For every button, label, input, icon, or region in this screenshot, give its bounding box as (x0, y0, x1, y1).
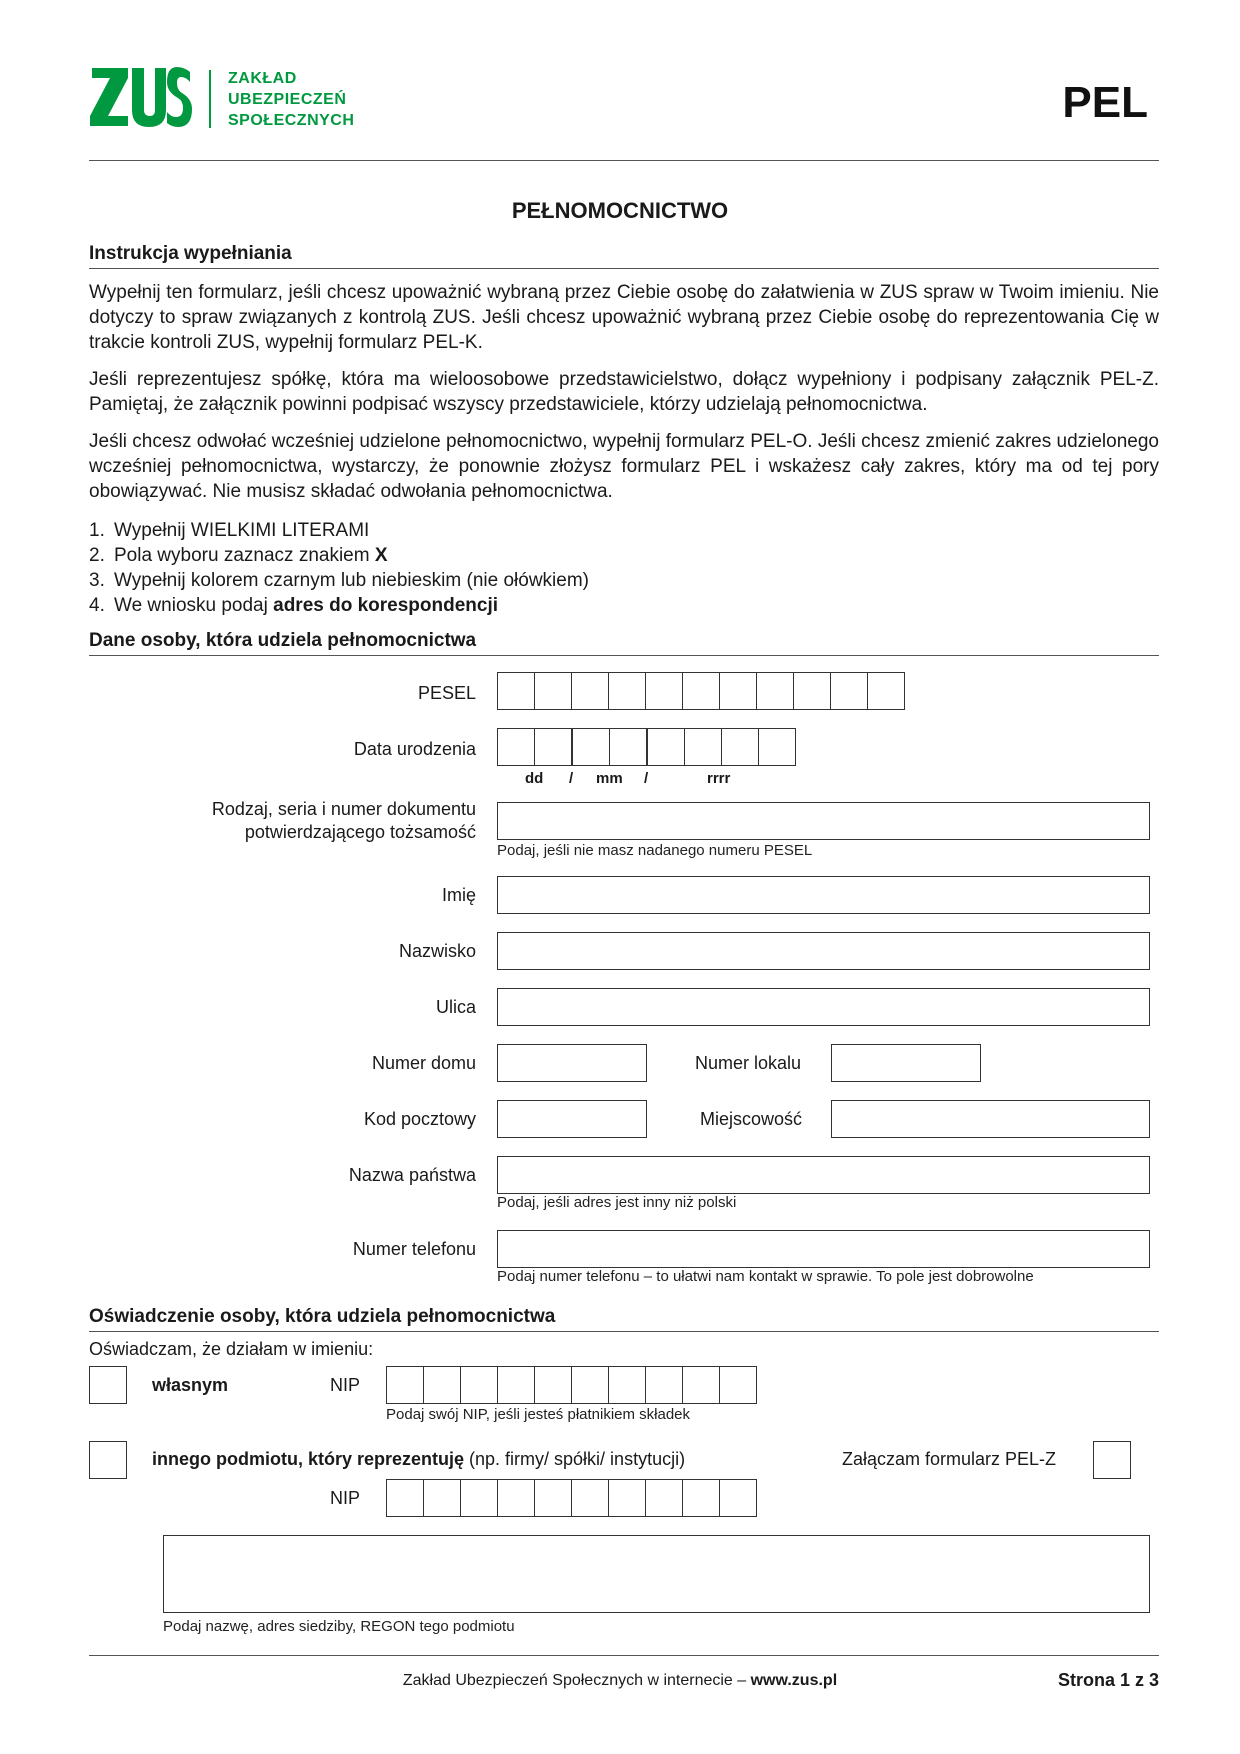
attach-pel-z-label: Załączam formularz PEL-Z (842, 1449, 1057, 1469)
digit-cell[interactable] (461, 1367, 498, 1403)
instructions-text (89, 280, 1159, 516)
house-number-input[interactable] (497, 1044, 647, 1082)
id-document-hint: Podaj, jeśli nie masz nadanego numeru PESEL (497, 842, 813, 859)
list-item: 3. Wypełnij kolorem czarnym lub niebieskim (nie ołówkiem) (89, 570, 589, 591)
entity-details-input[interactable] (163, 1535, 1150, 1613)
digit-cell[interactable] (794, 673, 831, 709)
footer-text: Zakład Ubezpieczeń Społecznych w internecie – www.zus.pl (402, 1672, 838, 1689)
flat-number-input[interactable] (831, 1044, 981, 1082)
digit-cell[interactable] (609, 673, 646, 709)
digit-cell[interactable] (757, 673, 794, 709)
last-name-input[interactable] (497, 932, 1150, 970)
country-hint: Podaj, jeśli adres jest inny niż polski (497, 1194, 737, 1211)
phone-input[interactable] (497, 1230, 1150, 1268)
other-entity-checkbox[interactable] (89, 1441, 127, 1479)
pesel-label: PESEL (417, 683, 476, 703)
digit-cell[interactable] (720, 1480, 756, 1516)
digit-cell[interactable] (535, 1367, 572, 1403)
digit-cell[interactable] (387, 1480, 424, 1516)
digit-cell[interactable] (722, 729, 759, 765)
digit-cell[interactable] (535, 673, 572, 709)
digit-cell[interactable] (572, 1480, 609, 1516)
nip-label: NIP (330, 1375, 361, 1395)
date-format-mm: mm (596, 770, 623, 787)
digit-cell[interactable] (759, 729, 795, 765)
digit-cell[interactable] (831, 673, 868, 709)
list-item: 1. Wypełnij WIELKIMI LITERAMI (89, 520, 370, 541)
form-code: PEL (1062, 78, 1148, 127)
instructions-paragraph: Jeśli reprezentujesz spółkę, która ma wieloosobowe przedstawicielstwo, dołącz wypełniony i podpisany załącznik PEL-Z. Pamiętaj, że załącznik powinni podpisać wszyscy przedstawiciele, którzy udzielają pełnomocnictwa. (89, 369, 1159, 415)
digit-cell[interactable] (648, 729, 685, 765)
birth-date-input[interactable] (497, 728, 796, 766)
attach-pel-z-checkbox[interactable] (1093, 1441, 1131, 1479)
footer-divider (89, 1655, 1159, 1656)
instructions-paragraph: Jeśli chcesz odwołać wcześniej udzielone pełnomocnictwo, wypełnij formularz PEL-O. Jeśli chcesz zmienić zakres udzielonego wcześniej pełnomocnictwa, wystarczy, że ponownie złożysz formularz PEL i wskażesz cały zakres, który ma od tej pory obowiązywać. Nie musisz składać odwołania pełnomocnictwa. (89, 431, 1159, 502)
last-name-label: Nazwisko (398, 941, 476, 961)
instructions-heading: Instrukcja wypełniania (89, 243, 1159, 269)
other-entity-label: innego podmiotu, który reprezentuję (np. firmy/ spółki/ instytucji) (152, 1449, 686, 1469)
street-input[interactable] (497, 988, 1150, 1026)
first-name-label: Imię (441, 885, 476, 905)
own-behalf-label: własnym (152, 1375, 229, 1395)
digit-cell[interactable] (535, 729, 573, 765)
own-nip-input[interactable] (386, 1366, 757, 1404)
person-section-heading: Dane osoby, która udziela pełnomocnictwa (89, 630, 1159, 656)
digit-cell[interactable] (461, 1480, 498, 1516)
country-label: Nazwa państwa (348, 1165, 476, 1185)
digit-cell[interactable] (498, 729, 535, 765)
digit-cell[interactable] (720, 1367, 756, 1403)
digit-cell[interactable] (683, 1480, 720, 1516)
own-nip-hint: Podaj swój NIP, jeśli jesteś płatnikiem składek (386, 1406, 691, 1423)
nip-label: NIP (330, 1488, 361, 1508)
page-title: PEŁNOMOCNICTWO (511, 198, 729, 223)
list-item: 2. Pola wyboru zaznacz znakiem X (89, 545, 388, 566)
digit-cell[interactable] (685, 729, 722, 765)
digit-cell[interactable] (535, 1480, 572, 1516)
date-format-separator: / (569, 770, 574, 787)
date-format-dd: dd (525, 770, 544, 787)
digit-cell[interactable] (610, 729, 648, 765)
logo-divider (209, 70, 211, 128)
digit-cell[interactable] (720, 673, 757, 709)
id-document-label: Rodzaj, seria i numer dokumentu potwierdzającego tożsamość (211, 799, 476, 842)
statement-section-heading: Oświadczenie osoby, która udziela pełnomocnictwa (89, 1306, 1159, 1332)
header-divider (89, 160, 1159, 161)
date-format-yyyy: rrrr (707, 770, 731, 787)
entity-details-hint: Podaj nazwę, adres siedziby, REGON tego podmiotu (163, 1618, 515, 1635)
statement-intro: Oświadczam, że działam w imieniu: (89, 1339, 374, 1359)
logo-wordmark: ZAKŁAD UBEZPIECZEŃ SPOŁECZNYCH (228, 70, 355, 129)
street-label: Ulica (435, 997, 476, 1017)
digit-cell[interactable] (646, 673, 683, 709)
digit-cell[interactable] (424, 1480, 461, 1516)
page-number: Strona 1 z 3 (1057, 1670, 1159, 1690)
digit-cell[interactable] (572, 673, 609, 709)
digit-cell[interactable] (646, 1480, 683, 1516)
list-item: 4. We wniosku podaj adres do korespondencji (89, 595, 499, 616)
city-label: Miejscowość (700, 1109, 803, 1129)
digit-cell[interactable] (387, 1367, 424, 1403)
footer-link[interactable]: www.zus.pl (750, 1672, 838, 1689)
digit-cell[interactable] (498, 1367, 535, 1403)
instructions-steps (89, 518, 1159, 618)
digit-cell[interactable] (572, 1367, 609, 1403)
house-number-label: Numer domu (371, 1053, 476, 1073)
entity-nip-input[interactable] (386, 1479, 757, 1517)
digit-cell[interactable] (609, 1367, 646, 1403)
own-behalf-checkbox[interactable] (89, 1366, 127, 1404)
zus-logo-icon (88, 64, 192, 130)
pesel-input[interactable] (497, 672, 905, 710)
digit-cell[interactable] (683, 1367, 720, 1403)
country-input[interactable] (497, 1156, 1150, 1194)
phone-label: Numer telefonu (352, 1239, 476, 1259)
birth-date-label: Data urodzenia (353, 739, 476, 759)
postcode-input[interactable] (497, 1100, 647, 1138)
digit-cell[interactable] (498, 673, 535, 709)
flat-number-label: Numer lokalu (695, 1053, 802, 1073)
digit-cell[interactable] (609, 1480, 646, 1516)
first-name-input[interactable] (497, 876, 1150, 914)
digit-cell[interactable] (424, 1367, 461, 1403)
digit-cell[interactable] (573, 729, 610, 765)
phone-hint: Podaj numer telefonu – to ułatwi nam kontakt w sprawie. To pole jest dobrowolne (497, 1268, 1034, 1285)
digit-cell[interactable] (683, 673, 720, 709)
digit-cell[interactable] (498, 1480, 535, 1516)
digit-cell[interactable] (646, 1367, 683, 1403)
id-document-input[interactable] (497, 802, 1150, 840)
date-format-separator: / (644, 770, 649, 787)
postcode-label: Kod pocztowy (363, 1109, 476, 1129)
digit-cell[interactable] (868, 673, 904, 709)
instructions-paragraph: Wypełnij ten formularz, jeśli chcesz upoważnić wybraną przez Ciebie osobę do załatwienia w ZUS spraw w Twoim imieniu. Nie dotyczy to spraw związanych z kontrolą ZUS. Jeśli chcesz upoważnić wybraną przez Ciebie osobę do reprezentowania Cię w trakcie kontroli ZUS, wypełnij formularz PEL-K. (89, 282, 1159, 353)
city-input[interactable] (831, 1100, 1150, 1138)
